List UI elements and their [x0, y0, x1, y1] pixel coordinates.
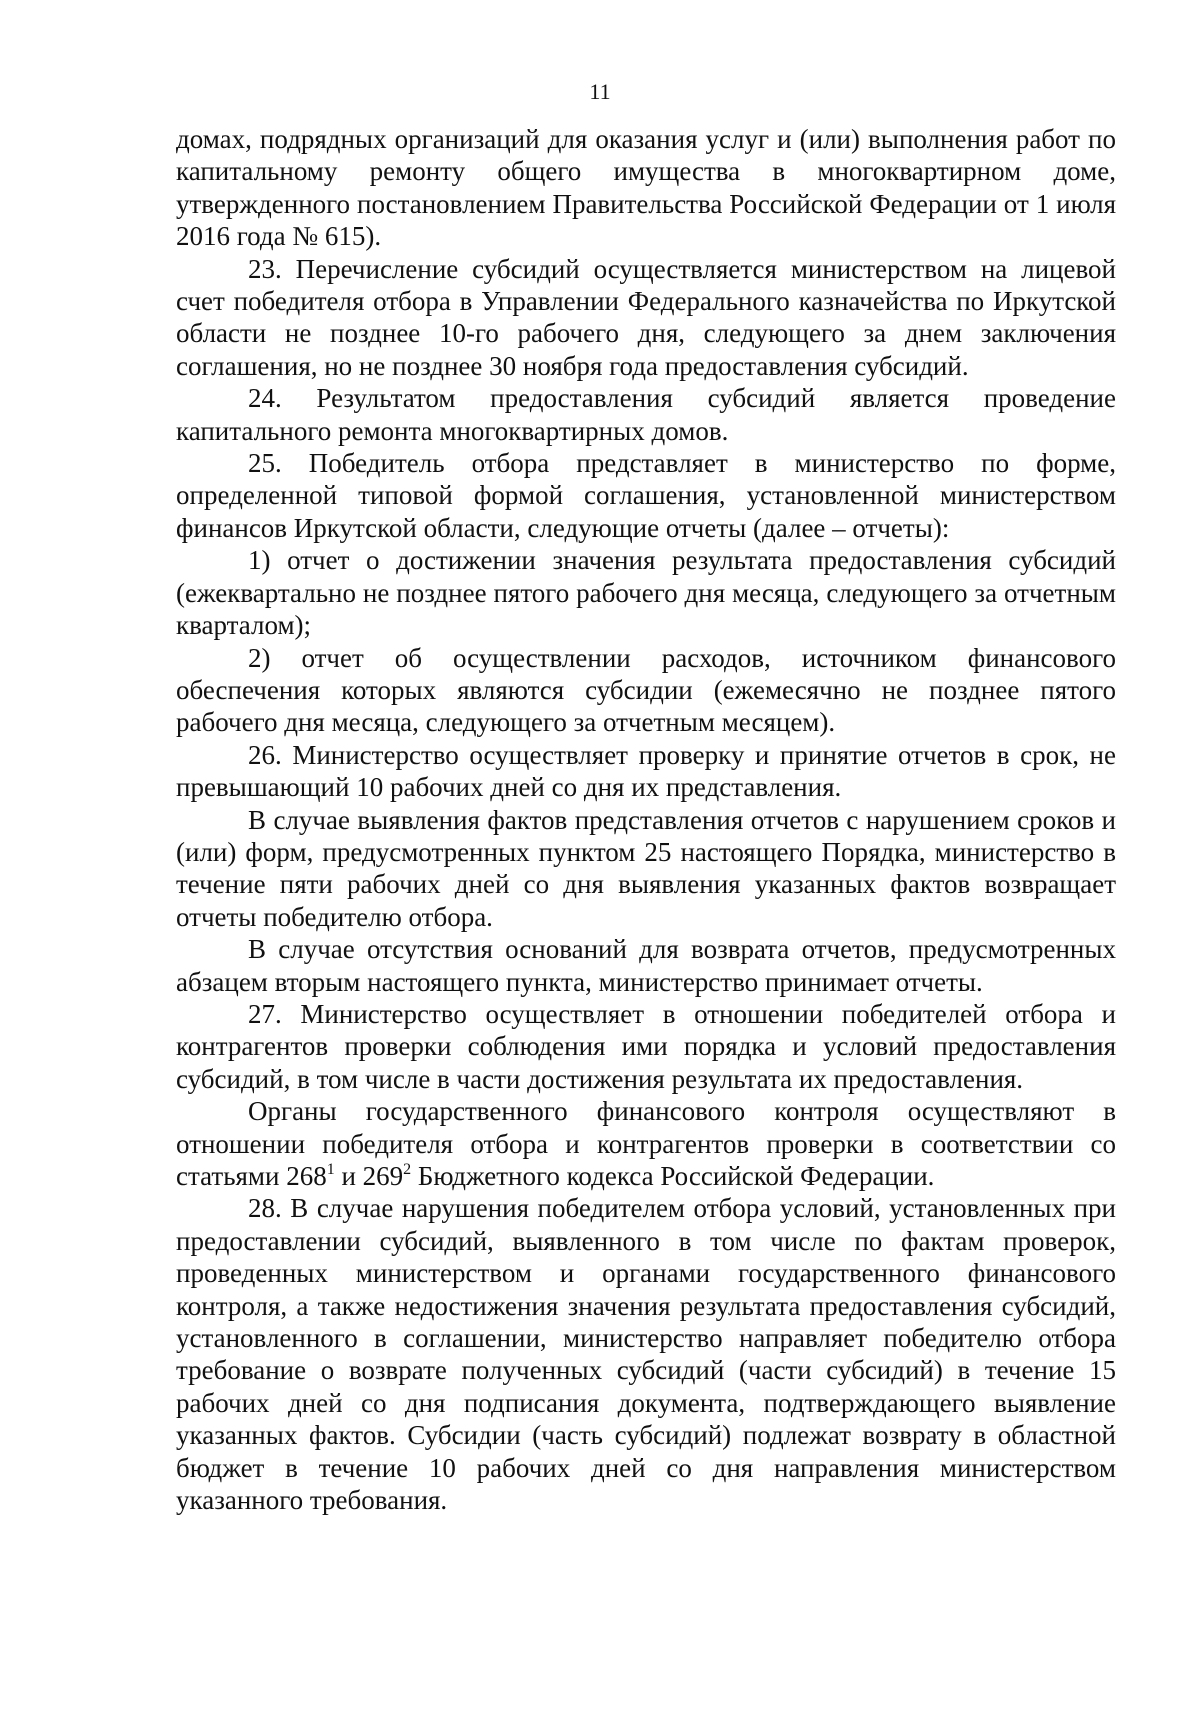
document-body — [176, 123, 1116, 1516]
paragraph-item-26-part-2: В случае выявления фактов представления отчетов с нарушением сроков и (или) форм, предусмотренных пунктом 25 настоящего Порядка, министерство в течение пяти рабочих дней со дня выявления указанных фактов возвращает отчеты победителю отбора. — [176, 804, 1116, 932]
superscript-1: 1 — [326, 1161, 335, 1178]
superscript-2: 2 — [403, 1161, 412, 1178]
page-number: 11 — [589, 79, 611, 104]
paragraph-item-27-control — [176, 1095, 1116, 1192]
paragraph-subitem-2: 2) отчет об осуществлении расходов, источником финансового обеспечения которых являются субсидии (ежемесячно не позднее пятого рабочего дня месяца, следующего за отчетным месяцем). — [176, 642, 1116, 738]
paragraph-item-23: 23. Перечисление субсидий осуществляется министерством на лицевой счет победителя отбора в Управлении Федерального казначейства по Иркутской области не позднее 10-го рабочего дня, следующего за днем заключения соглашения, но не позднее 30 ноября года предоставления субсидий. — [176, 253, 1116, 381]
control-text-middle: и 269 — [334, 1161, 404, 1191]
paragraph-item-24: 24. Результатом предоставления субсидий является проведение капитального ремонта многоквартирных домов. — [176, 383, 1116, 446]
paragraph-item-26: 26. Министерство осуществляет проверку и принятие отчетов в срок, не превышающий 10 рабочих дней со дня их представления. — [176, 739, 1116, 803]
paragraph-item-28: 28. В случае нарушения победителем отбора условий, установленных при предоставлении субсидий, выявленного в том числе по фактам проверок, проведенных министерством и органами государственного финансового контроля, а также недостижения значения результата предоставления субсидий, установленного в соглашении, министерство направляет победителю отбора требование о возврате полученных субсидий (части субсидий) в течение 15 рабочих дней со дня подписания документа, подтверждающего выявление указанных фактов. Субсидии (часть субсидий) подлежат возврату в областной бюджет в течение 10 рабочих дней со дня направления министерством указанного требования. — [176, 1193, 1116, 1516]
control-text-before: Органы государственного финансового контроля осуществляют в отношении победителя отбора и контрагентов проверки в соответствии со статьями 268 — [176, 1096, 1116, 1191]
paragraph-continuation: домах, подрядных организаций для оказания услуг и (или) выполнения работ по капитальному ремонту общего имущества в многоквартирном доме, утвержденного постановлением Правительства Российской Федерации от 1 июля 2016 года № 615). — [176, 124, 1116, 252]
paragraph-item-26-part-3: В случае отсутствия оснований для возврата отчетов, предусмотренных абзацем вторым настоящего пункта, министерство принимает отчеты. — [176, 934, 1116, 997]
control-text-after: Бюджетного кодекса Российской Федерации. — [411, 1161, 935, 1191]
paragraph-item-27: 27. Министерство осуществляет в отношении победителей отбора и контрагентов проверки соблюдения ими порядка и условий предоставления субсидий, в том числе в части достижения результата их предоставления. — [176, 998, 1116, 1094]
paragraph-subitem-1: 1) отчет о достижении значения результата предоставления субсидий (ежеквартально не позднее пятого рабочего дня месяца, следующего за отчетным кварталом); — [176, 545, 1116, 641]
paragraph-item-25: 25. Победитель отбора представляет в министерство по форме, определенной типовой формой соглашения, установленной министерством финансов Иркутской области, следующие отчеты (далее – отчеты): — [176, 448, 1116, 543]
